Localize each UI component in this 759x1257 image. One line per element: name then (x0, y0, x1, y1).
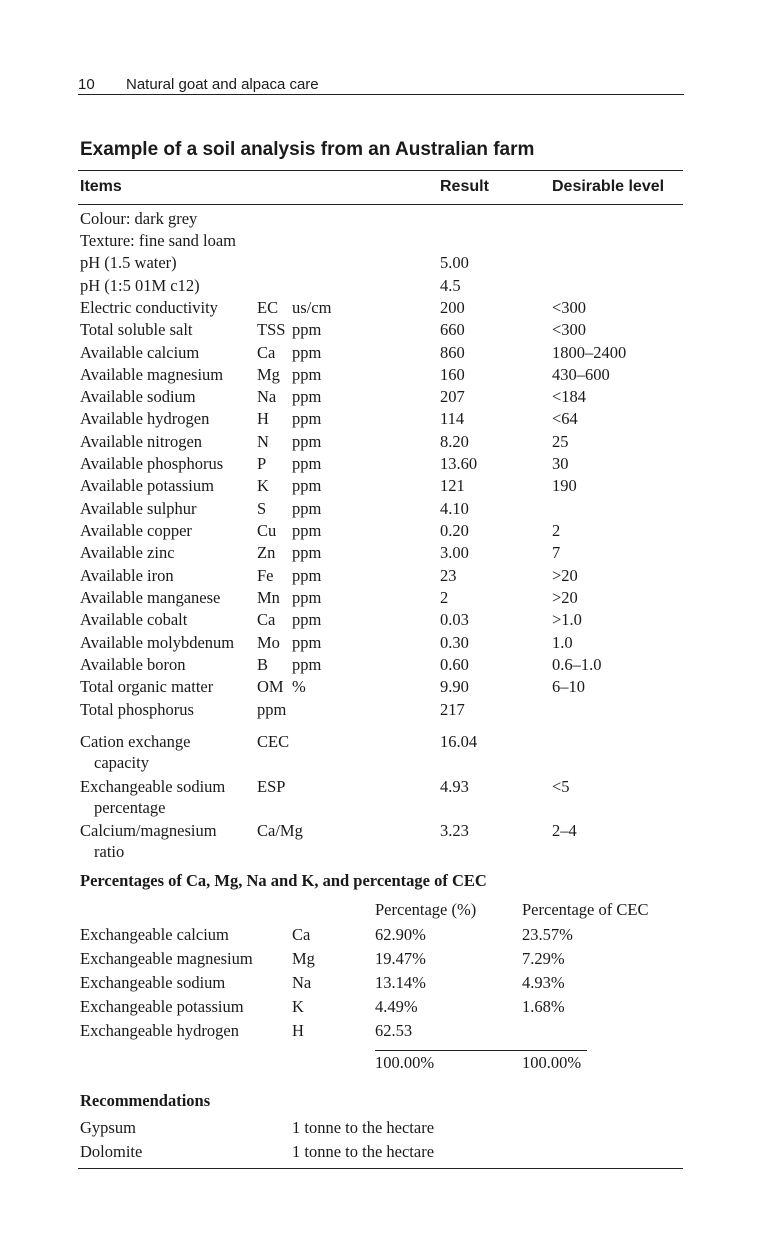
desirable: 7 (552, 543, 561, 562)
name: Exchangeable magnesium (80, 949, 253, 968)
item: Available zinc (80, 543, 175, 562)
desirable: <184 (552, 387, 587, 406)
item-line1: Exchangeable sodium (80, 777, 226, 796)
recommendation-row (0, 1142, 759, 1164)
result: 13.60 (440, 454, 478, 473)
code: Ca (257, 343, 276, 362)
total-percentage: 100.00% (375, 1053, 435, 1072)
percentage: 62.53 (375, 1021, 413, 1040)
desirable: 6–10 (552, 677, 585, 696)
code: Zn (257, 543, 276, 562)
item: Electric conductivity (80, 298, 218, 317)
item-line1: Calcium/magnesium (80, 821, 217, 840)
result: 660 (440, 320, 465, 339)
table-row (0, 320, 759, 342)
item: Texture: fine sand loam (80, 231, 237, 250)
name: Exchangeable hydrogen (80, 1021, 239, 1040)
code: Mo (257, 633, 280, 652)
item: Available molybdenum (80, 633, 235, 652)
desirable: 30 (552, 454, 569, 473)
desirable: >20 (552, 588, 578, 607)
unit: ppm (292, 499, 322, 518)
result: 16.04 (440, 732, 478, 751)
item-line2: ratio (94, 842, 125, 861)
item: Available potassium (80, 476, 214, 495)
percentage-cec: 4.93% (522, 973, 565, 992)
item-line2: percentage (94, 798, 166, 817)
desirable: <300 (552, 320, 587, 339)
percentage: 13.14% (375, 973, 426, 992)
table-row (0, 700, 759, 722)
code: Ca/Mg (257, 821, 303, 840)
table-row (0, 543, 759, 565)
result: 207 (440, 387, 465, 406)
table-row (0, 365, 759, 387)
item-line2: capacity (94, 753, 149, 772)
desirable: 2–4 (552, 821, 577, 840)
total-rule (375, 1050, 587, 1051)
header-items: Items (80, 178, 122, 195)
item: Total soluble salt (80, 320, 193, 339)
item: Available iron (80, 566, 174, 585)
recommendation-name: Gypsum (80, 1118, 136, 1137)
unit: ppm (292, 432, 322, 451)
desirable: >1.0 (552, 610, 582, 629)
unit: ppm (292, 655, 322, 674)
code: H (257, 409, 269, 428)
symbol: Na (292, 973, 312, 992)
table-row (0, 499, 759, 521)
table-row (0, 521, 759, 543)
symbol: K (292, 997, 304, 1016)
table-bottom-rule (78, 1168, 683, 1169)
unit: ppm (292, 633, 322, 652)
code: EC (257, 298, 279, 317)
recommendation-row (0, 1118, 759, 1140)
table-row (0, 677, 759, 699)
name: Exchangeable potassium (80, 997, 244, 1016)
item-line1: Cation exchange (80, 732, 191, 751)
desirable: 1.0 (552, 633, 573, 652)
result: 3.23 (440, 821, 469, 840)
item: Available sodium (80, 387, 196, 406)
table-row (0, 949, 759, 971)
percentage-cec: 23.57% (522, 925, 573, 944)
table-row (0, 566, 759, 588)
table-row (0, 432, 759, 454)
item: Available calcium (80, 343, 200, 362)
result: 23 (440, 566, 457, 585)
result: 2 (440, 588, 449, 607)
code: Mn (257, 588, 280, 607)
table-row (0, 997, 759, 1019)
table-title: Example of a soil analysis from an Australian farm (80, 139, 535, 160)
symbol: Mg (292, 949, 315, 968)
table-row (0, 231, 759, 253)
result: 217 (440, 700, 465, 719)
desirable: 0.6–1.0 (552, 655, 602, 674)
item: Available magnesium (80, 365, 224, 384)
result: 860 (440, 343, 465, 362)
unit: ppm (292, 343, 322, 362)
name: Exchangeable calcium (80, 925, 229, 944)
table-row (0, 343, 759, 365)
percentage: 62.90% (375, 925, 426, 944)
unit: us/cm (292, 298, 332, 317)
result: 5.00 (440, 253, 469, 272)
unit: ppm (292, 610, 322, 629)
item: Available manganese (80, 588, 221, 607)
unit: ppm (292, 543, 322, 562)
code: P (257, 454, 267, 473)
percentage: 4.49% (375, 997, 418, 1016)
totals-row (0, 1053, 759, 1075)
running-head-title: Natural goat and alpaca care (126, 76, 319, 93)
item: Total organic matter (80, 677, 214, 696)
item: Colour: dark grey (80, 209, 198, 228)
recommendations-title: Recommendations (80, 1091, 211, 1110)
unit: ppm (292, 454, 322, 473)
result: 3.00 (440, 543, 469, 562)
table-row (0, 821, 759, 863)
table-row (0, 925, 759, 947)
desirable: 1800–2400 (552, 343, 627, 362)
page-number: 10 (78, 76, 95, 93)
code: K (257, 476, 269, 495)
total-percentage-cec: 100.00% (522, 1053, 582, 1072)
unit: ppm (292, 387, 322, 406)
header-rule (78, 204, 683, 205)
unit: ppm (292, 365, 322, 384)
symbol: Ca (292, 925, 311, 944)
result: 200 (440, 298, 465, 317)
unit: ppm (292, 588, 322, 607)
table-row (0, 253, 759, 275)
col-percentage: Percentage (%) (375, 900, 477, 919)
item: Available sulphur (80, 499, 197, 518)
item: Available boron (80, 655, 186, 674)
unit: % (292, 677, 306, 696)
code: Cu (257, 521, 277, 540)
table-row (0, 276, 759, 298)
code: Na (257, 387, 277, 406)
result: 4.10 (440, 499, 469, 518)
code: Mg (257, 365, 280, 384)
table-row (0, 298, 759, 320)
name: Exchangeable sodium (80, 973, 226, 992)
item: Available hydrogen (80, 409, 210, 428)
col-percentage-cec: Percentage of CEC (522, 900, 649, 919)
desirable: 2 (552, 521, 561, 540)
percentages-title: Percentages of Ca, Mg, Na and K, and percentage of CEC (80, 871, 487, 890)
percentage-cec: 7.29% (522, 949, 565, 968)
unit: ppm (292, 476, 322, 495)
code: OM (257, 677, 284, 696)
code: ESP (257, 777, 286, 796)
item: Available phosphorus (80, 454, 224, 473)
desirable: <5 (552, 777, 570, 796)
code: Ca (257, 610, 276, 629)
recommendation-name: Dolomite (80, 1142, 143, 1161)
desirable: <64 (552, 409, 578, 428)
result: 4.5 (440, 276, 461, 295)
result: 9.90 (440, 677, 469, 696)
table-row (0, 777, 759, 819)
table-row (0, 633, 759, 655)
percentage: 19.47% (375, 949, 426, 968)
table-row (0, 454, 759, 476)
table-row (0, 973, 759, 995)
symbol: H (292, 1021, 304, 1040)
result: 0.30 (440, 633, 469, 652)
header-result: Result (440, 178, 489, 195)
item: Available cobalt (80, 610, 188, 629)
result: 4.93 (440, 777, 469, 796)
item: Available nitrogen (80, 432, 203, 451)
desirable: 430–600 (552, 365, 610, 384)
unit: ppm (292, 320, 322, 339)
table-row (0, 409, 759, 431)
unit: ppm (292, 409, 322, 428)
result: 0.20 (440, 521, 469, 540)
code: TSS (257, 320, 286, 339)
desirable: <300 (552, 298, 587, 317)
percentages-header (0, 900, 759, 922)
result: 0.03 (440, 610, 469, 629)
result: 160 (440, 365, 465, 384)
code: S (257, 499, 267, 518)
code: N (257, 432, 269, 451)
table-top-rule (78, 170, 683, 171)
table-row (0, 387, 759, 409)
code: CEC (257, 732, 290, 751)
table-row (0, 209, 759, 231)
table-row (0, 476, 759, 498)
result: 0.60 (440, 655, 469, 674)
percentage-cec: 1.68% (522, 997, 565, 1016)
table-row (0, 655, 759, 677)
running-head (78, 76, 684, 95)
code: ppm (257, 700, 287, 719)
unit: ppm (292, 521, 322, 540)
table-row (0, 588, 759, 610)
code: B (257, 655, 269, 674)
code: Fe (257, 566, 274, 585)
recommendation-value: 1 tonne to the hectare (292, 1118, 435, 1137)
result: 114 (440, 409, 465, 428)
table-row (0, 732, 759, 774)
result: 121 (440, 476, 465, 495)
item: Total phosphorus (80, 700, 194, 719)
result: 8.20 (440, 432, 469, 451)
table-row (0, 610, 759, 632)
item: pH (1.5 water) (80, 253, 177, 272)
desirable: 190 (552, 476, 577, 495)
desirable: 25 (552, 432, 569, 451)
unit: ppm (292, 566, 322, 585)
table-row (0, 1021, 759, 1043)
item: pH (1:5 01M c12) (80, 276, 200, 295)
item: Available copper (80, 521, 192, 540)
desirable: >20 (552, 566, 578, 585)
header-desirable: Desirable level (552, 178, 665, 195)
recommendation-value: 1 tonne to the hectare (292, 1142, 435, 1161)
